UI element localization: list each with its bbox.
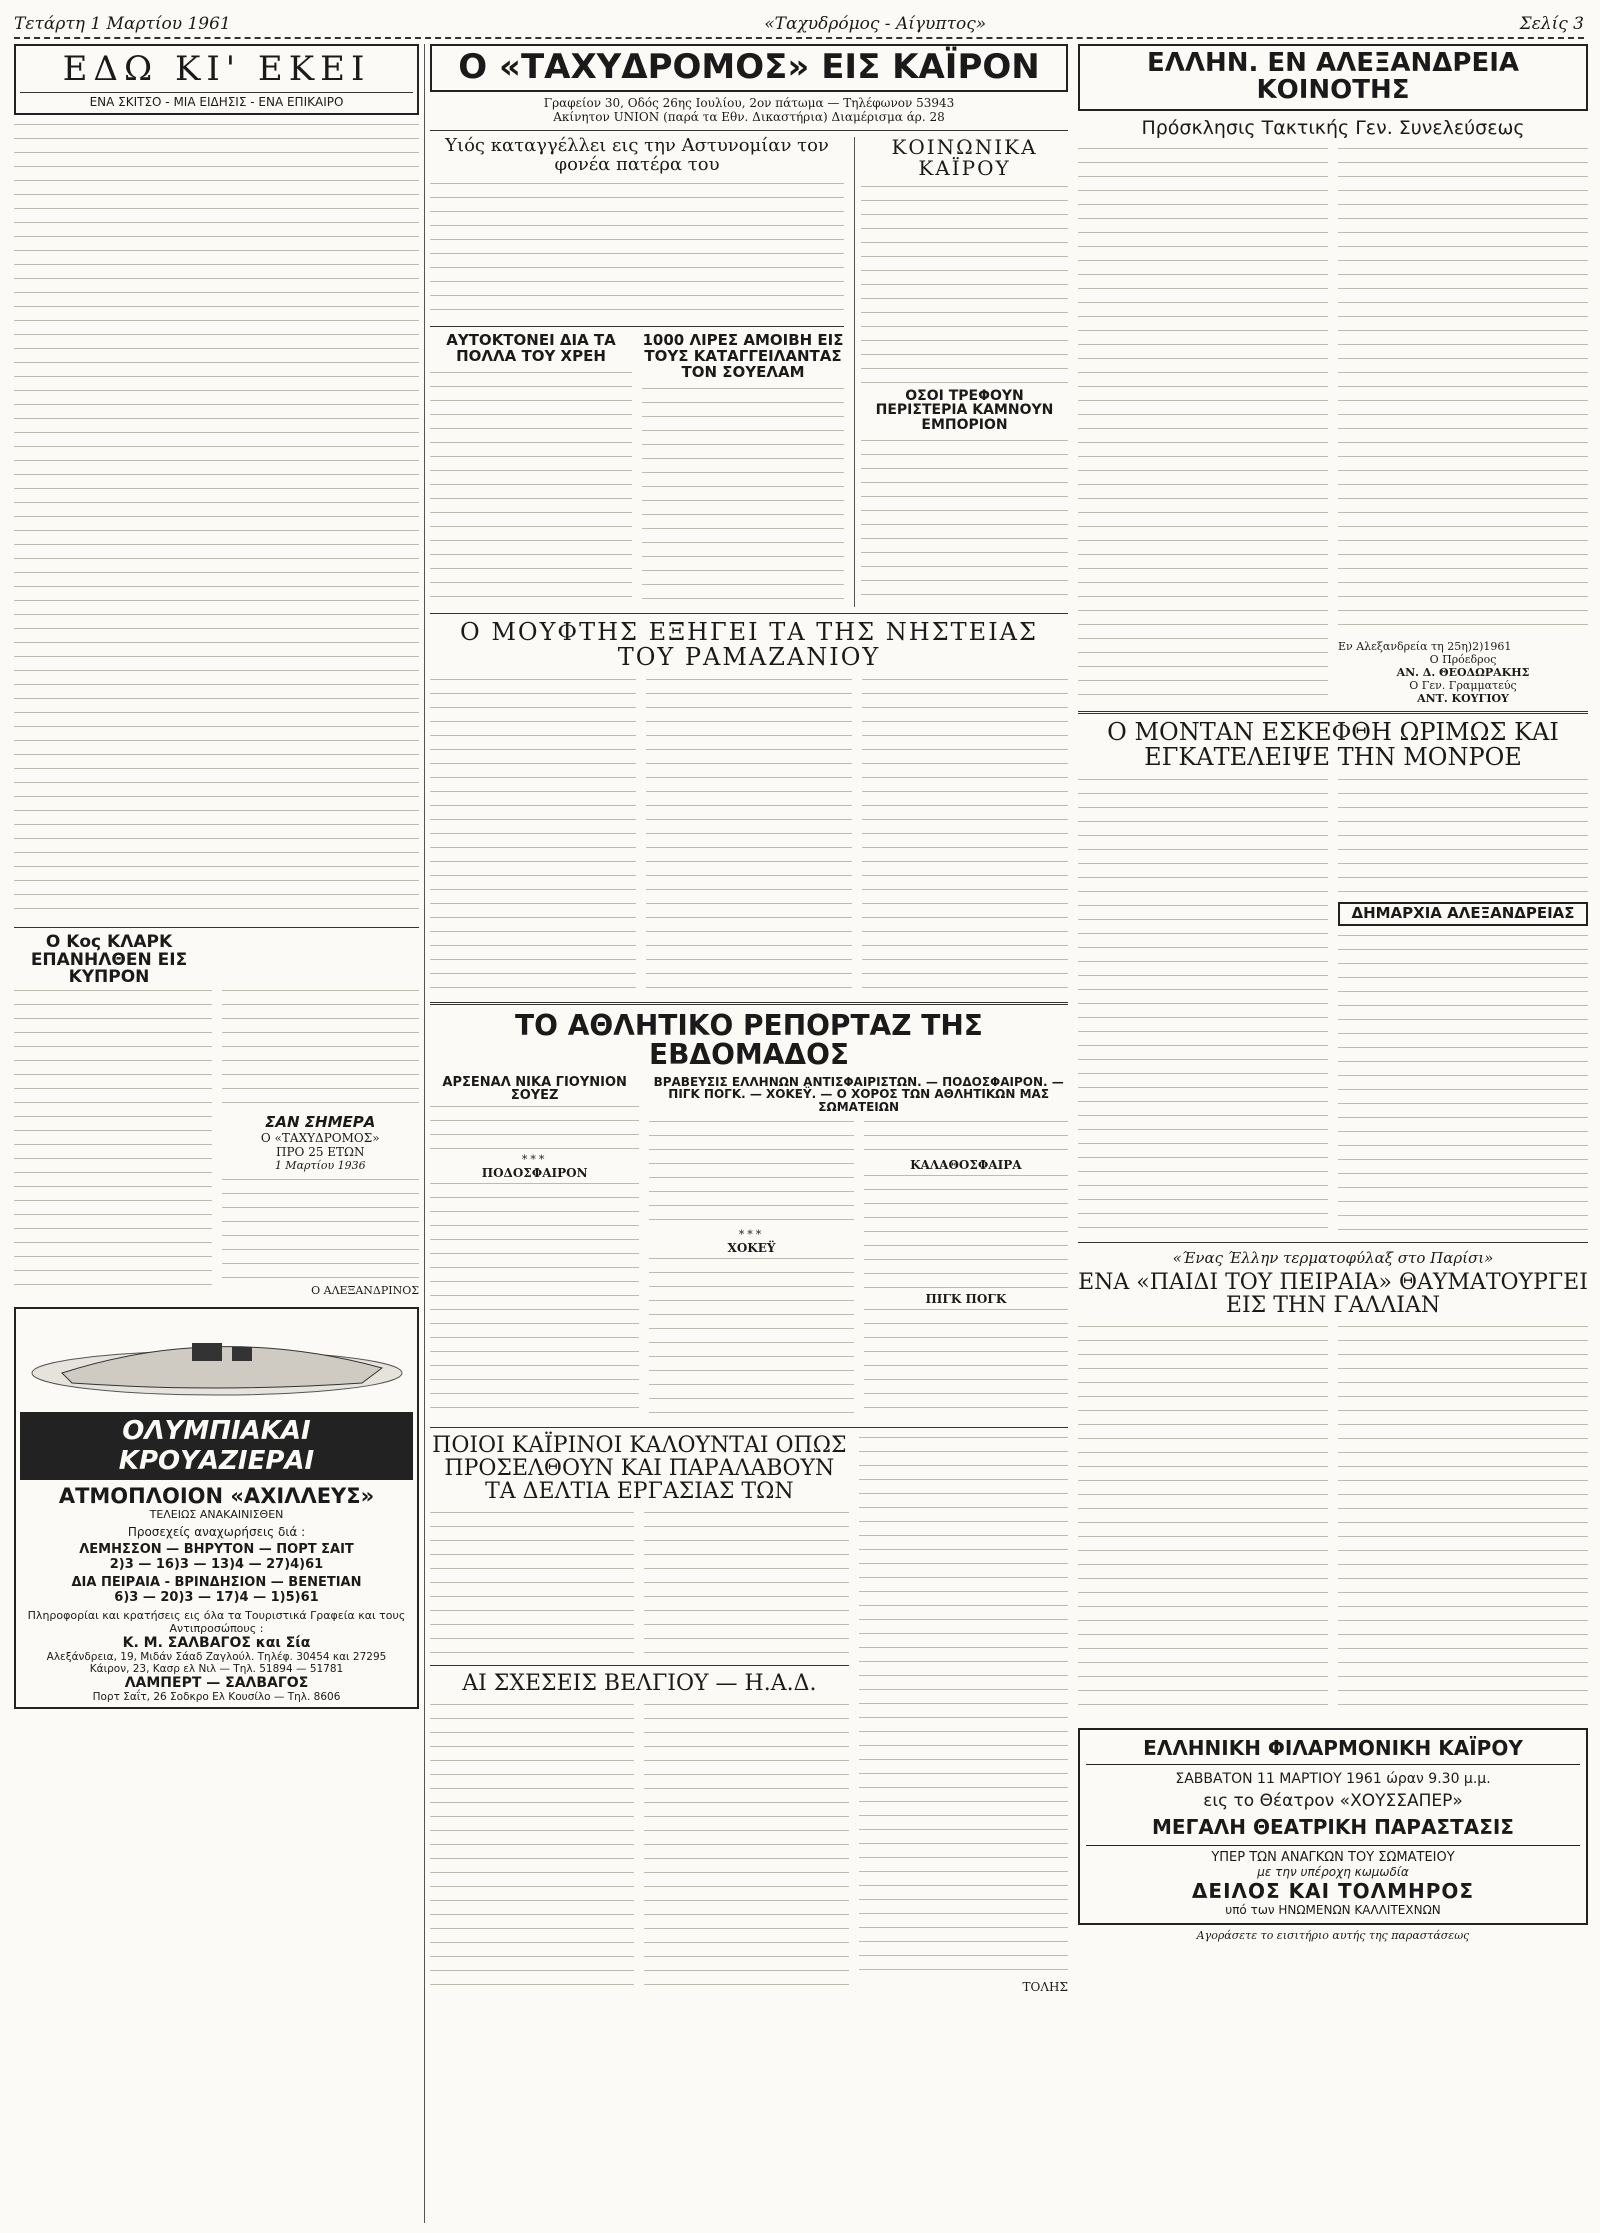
office-line-1: Γραφείον 30, Οδός 26ης Ιουλίου, 2ον πάτωμα — Τηλέφωνον 53943 [543,95,955,110]
paidi-kicker: «Ένας Έλλην τερματοφύλαξ στο Παρίσι» [1172,1248,1494,1267]
edo-kiekei-box [14,44,419,115]
ship-illustration-icon [22,1313,412,1408]
hockey-subhead: ΧΟΚΕΫ [727,1240,776,1255]
header-page-number: Σελίς 3 [1519,14,1584,34]
call-text-a [1078,145,1328,705]
philharmonic-ad [1078,1728,1588,1925]
phil-venue: εις το Θέατρον «ΧΟΥΣΣΑΠΕΡ» [1203,1791,1463,1812]
page-header [14,8,1584,39]
montan-text-b [1338,776,1588,896]
edo-kiekei-text [14,121,419,921]
ad-route-2: ΔΙΑ ΠΕΙΡΑΙΑ - ΒΡΙΝΔΗΣΙΟΝ — ΒΕΝΕΤΙΑΝ [71,1575,362,1591]
son-article-text [430,180,844,320]
column-separator [424,44,425,2223]
hockey-text [649,1255,853,1421]
phil-with: με την υπέροχη κωμωδία [1257,1865,1409,1880]
column-left [14,44,419,2223]
pigeons-headline: ΟΣΟΙ ΤΡΕΦΟΥΝ ΠΕΡΙΣΤΕΡΙΑ ΚΑΜΝΟΥΝ ΕΜΠΟΡΙΟΝ [875,387,1054,433]
achilleus-ad [14,1307,419,1709]
sign-place: Εν Αλεξανδρεία τη 25η)2)1961 [1338,639,1512,653]
ad-agent-1: Κ. Μ. ΣΑΛΒΑΓΟΣ και Σία [122,1635,311,1652]
sport-headline: ΤΟ ΑΘΛΗΤΙΚΟ ΡΕΠΟΡΤΑΖ ΤΗΣ ΕΒΔΟΜΑΔΟΣ [515,1009,983,1072]
sign-name-1: ΑΝ. Δ. ΘΕΟΔΩΡΑΚΗΣ [1396,665,1530,679]
ad-dates-2: 6)3 — 20)3 — 17)4 — 1)5)61 [114,1590,319,1606]
ad-title: ΟΛΥΜΠΙΑΚΑΙ ΚΡΟΥΑΖΙΕΡΑΙ [20,1412,413,1480]
koinonika-headline: ΚΟΙΝΩΝΙΚΑ ΚΑΪΡΟΥ [891,134,1038,180]
ad-info: Πληροφορίαι και κρατήσεις εις όλα τα Τουριστικά Γραφεία και τους Αντιπροσώπους : [27,1609,406,1636]
mufti-text-b [646,676,852,996]
ad-route-1: ΛΕΜΗΣΣΟΝ — ΒΗΡΥΤΟΝ — ΠΟΡΤ ΣΑΙΤ [79,1542,354,1558]
football-subhead: ΠΟΔΟΣΦΑΙΡΟΝ [481,1166,588,1181]
reward-article-text [642,385,844,607]
san-simera-years: ΠΡΟ 25 ΕΤΩΝ [276,1145,365,1160]
sign-role-1: Ο Πρόεδρος [1429,652,1497,666]
header-date: Τετάρτη 1 Μαρτίου 1961 [14,14,231,34]
ad-address-1: Αλεξάνδρεια, 19, Μιδάν Σάαδ Ζαγλούλ. Τηλέφ. 30454 και 27295 [46,1651,387,1664]
sport-right-subhead: ΒΡΑΒΕΥΣΙΣ ΕΛΛΗΝΩΝ ΑΝΤΙΣΦΑΙΡΙΣΤΩΝ. — ΠΟΔΟΣΦΑΙΡΟΝ. — ΠΙΓΚ ΠΟΓΚ. — ΧΟΚΕΫ. — Ο ΧΟΡΟΣ ΤΩΝ ΑΘΛΗΤΙΚΩΝ ΜΑΣ ΣΩΜΑΤΕΙΩΝ [653,1074,1064,1115]
call-text-b [1338,145,1588,636]
san-simera-text [222,1176,420,1284]
ad-renovated: ΤΕΛΕΙΩΣ ΑΝΑΚΑΙΝΙΣΘΕΝ [149,1508,284,1522]
ad-address-3: Πορτ Σαΐτ, 26 Σοδκρο Ελ Κουσίλο — Τηλ. 8606 [92,1691,341,1704]
masthead-title: Ο «ΤΑΧΥΔΡΟΜΟΣ» ΕΙΣ ΚΑΪΡΟΝ [458,47,1040,87]
klark-headline: Ο Κος ΚΛΑΡΚ ΕΠΑΝΗΛΘΕΝ ΕΙΣ ΚΥΠΡΟΝ [30,931,188,988]
sport-continued-text [859,1434,1068,1980]
mufti-headline: Ο ΜΟΥΦΤΗΣ ΕΞΗΓΕΙ ΤΑ ΤΗΣ ΝΗΣΤΕΙΑΣ ΤΟΥ ΡΑΜΑΖΑΝΙΟΥ [460,617,1038,671]
community-box [1078,44,1588,111]
sport-awards-text [649,1118,853,1228]
header-publication: «Ταχυδρόμος - Αίγυπτος» [764,14,987,34]
sport-left-intro [430,1103,639,1153]
koinonika-text [861,183,1068,383]
basket-subhead: ΚΑΛΑΘΟΣΦΑΙΡΑ [910,1157,1022,1172]
belgium-text-b [644,1701,848,1994]
phil-title: ΕΛΛΗΝΙΚΗ ΦΙΛΑΡΜΟΝΙΚΗ ΚΑΪΡΟΥ [1086,1736,1580,1765]
son-headline: Υιός καταγγέλλει εις την Αστυνομίαν τον φονέα πατέρα του [445,134,829,175]
cairenes-headline: ΠΟΙΟΙ ΚΑΪΡΙΝΟΙ ΚΑΛΟΥΝΤΑΙ ΟΠΩΣ ΠΡΟΣΕΛΘΟΥΝ ΚΑΙ ΠΑΡΑΛΑΒΟΥΝ ΤΑ ΔΕΛΤΙΑ ΕΡΓΑΣΙΑΣ ΤΩΝ [432,1432,847,1505]
belgium-text-a [430,1701,634,1994]
phil-by: υπό των ΗΝΩΜΕΝΩΝ ΚΑΛΛΙΤΕΧΝΩΝ [1225,1903,1441,1918]
football-text [430,1180,639,1421]
column-right-text [222,987,420,1107]
masthead-box [430,44,1068,92]
column-center: Ο «ΤΑΧΥΔΡΟΜΟΣ» ΕΙΣ ΚΑΪΡΟΝ Γραφείον 30, Οδός 26ης Ιουλίου, 2ον πάτωμα — Τηλέφωνον 53943 Ακίνητον UNION (παρά τα Εθν. Δικαστήρια) Διαμέρισμα άρ. 28 Υιός καταγγέλλει εις την Αστυνομίαν τον φονέα πατέρα του ΑΥΤΟΚΤΟΝΕΙ ΔΙΑ ΤΑ ΠΟΛΛΑ ΤΟΥ ΧΡΕΗ 1000 ΛΙΡΕΣ ΑΜΟΙΒΗ ΕΙΣ ΤΟΥΣ ΚΑΤΑΓΓΕΙΛΑΝΤΑΣ ΤΟΝ ΣΟΥΕΛΑΜ ΚΟΙΝΩΝΙΚΑ ΚΑΪΡΟΥ ΟΣΟΙ ΤΡΕΦΟΥΝ ΠΕΡΙΣΤΕΡΙΑ ΚΑΜΝΟΥΝ ΕΜΠΟΡΙΟΝ Ο ΜΟΥΦΤΗΣ ΕΞΗΓΕΙ ΤΑ ΤΗΣ ΝΗΣΤΕΙΑΣ ΤΟΥ ΡΑΜΑΖΑΝΙΟΥ ΤΟ ΑΘΛΗΤΙΚΟ ΡΕΠΟΡΤΑΖ ΤΗΣ ΕΒΔΟΜΑΔΟΣ ΑΡΣΕΝΑΛ ΝΙΚΑ ΓΙΟΥΝΙΟΝ ΣΟΥΕΖ *** ΠΟΔΟΣΦΑΙΡΟΝ ΒΡΑΒΕΥΣΙΣ ΕΛΛΗΝΩΝ ΑΝΤΙΣΦΑΙΡΙΣΤΩΝ. — ΠΟΔΟΣΦΑΙΡΟΝ. — ΠΙΓΚ ΠΟΓΚ. — ΧΟΚΕΫ. — Ο ΧΟΡΟΣ ΤΩΝ ΑΘΛΗΤΙΚΩΝ ΜΑΣ ΣΩΜΑΤΕΙΩΝ *** ΧΟΚΕΫ ΚΑΛΑΘΟΣΦΑΙΡΑ ΠΙΓΚ ΠΟΓΚ ΠΟΙΟΙ ΚΑΪΡΙΝΟΙ ΚΑΛΟΥΝΤΑΙ ΟΠΩΣ ΠΡΟΣΕΛΘΟΥΝ ΚΑΙ ΠΑΡΑΛΑΒΟΥΝ ΤΑ ΔΕΛΤΙΑ ΕΡΓΑΣΙΑΣ ΤΩΝ ΑΙ ΣΧΕΣΕΙΣ ΒΕΛΓΙΟΥ — Η.Α.Δ. ΤΟΛΗΣ [430,44,1068,2223]
basket-text [864,1172,1068,1292]
paidi-headline: ΕΝΑ «ΠΑΙΔΙ ΤΟΥ ΠΕΙΡΑΙΑ» ΘΑΥΜΑΤΟΥΡΓΕΙ ΕΙΣ ΤΗΝ ΓΑΛΛΙΑΝ [1078,1269,1588,1319]
signature-tolis: ΤΟΛΗΣ [1022,1979,1068,1994]
montan-headline: Ο ΜΟΝΤΑΝ ΕΣΚΕΦΘΗ ΩΡΙΜΩΣ ΚΑΙ ΕΓΚΑΤΕΛΕΙΨΕ ΤΗΝ ΜΟΝΡΟΕ [1107,717,1559,771]
reward-headline: 1000 ΛΙΡΕΣ ΑΜΟΙΒΗ ΕΙΣ ΤΟΥΣ ΚΑΤΑΓΓΕΙΛΑΝΤΑΣ ΤΟΝ ΣΟΥΕΛΑΜ [642,331,844,381]
ad-address-2: Κάιρον, 23, Κασρ ελ Νιλ — Τηλ. 51894 — 51781 [89,1663,344,1676]
sign-role-2: Ο Γεν. Γραμματεύς [1409,678,1517,692]
klark-article-text [14,987,212,1297]
sport-schedule-text [864,1118,1068,1158]
mufti-text-c [862,676,1068,996]
phil-event: ΜΕΓΑΛΗ ΘΕΑΤΡΙΚΗ ΠΑΡΑΣΤΑΣΙΣ [1152,1815,1514,1840]
san-simera-publication: Ο «ΤΑΧΥΔΡΟΜΟΣ» [260,1131,380,1146]
cairenes-text-b [644,1509,848,1659]
ad-dates-1: 2)3 — 16)3 — 13)4 — 27)4)61 [109,1557,324,1573]
phil-tickets: Αγοράσετε το εισιτήριο αυτής της παραστάσεως [1196,1929,1470,1943]
dimarchia-text [1338,932,1588,1236]
belgium-headline: ΑΙ ΣΧΕΣΕΙΣ ΒΕΛΓΙΟΥ — Η.Α.Δ. [462,1671,817,1697]
phil-support: ΥΠΕΡ ΤΩΝ ΑΝΑΓΚΩΝ ΤΟΥ ΣΩΜΑΤΕΙΟΥ [1086,1845,1580,1865]
paidi-text-a [1078,1323,1328,1718]
call-headline: Πρόσκλησις Τακτικής Γεν. Συνελεύσεως [1141,116,1525,139]
ad-departures: Προσεχείς αναχωρήσεις διά : [127,1525,306,1540]
phil-date: ΣΑΒΒΑΤΟΝ 11 ΜΑΡΤΙΟΥ 1961 ώραν 9.30 μ.μ. [1175,1771,1491,1788]
phil-play: ΔΕΙΛΟΣ ΚΑΙ ΤΟΛΜΗΡΟΣ [1191,1879,1475,1904]
san-simera-date: 1 Μαρτίου 1936 [274,1159,366,1173]
ad-ship-name: ΑΤΜΟΠΛΟΙΟΝ «ΑΧΙΛΛΕΥΣ» [58,1484,375,1509]
dimarchia-headline: ΔΗΜΑΡΧΙΑ ΑΛΕΞΑΝΔΡΕΙΑΣ [1351,903,1575,922]
ad-agent-2: ΛΑΜΠΕΡΤ — ΣΑΛΒΑΓΟΣ [124,1675,309,1692]
edo-kiekei-title: ΕΔΩ ΚΙ' ΕΚΕΙ [62,49,371,89]
signature-alexandrinos: Ο ΑΛΕΞΑΝΔΡΙΝΟΣ [311,1284,419,1298]
column-right [1078,44,1588,2223]
pingpong-subhead: ΠΙΓΚ ΠΟΓΚ [925,1291,1007,1306]
edo-kiekei-subtitle: ΕΝΑ ΣΚΙΤΣΟ - ΜΙΑ ΕΙΔΗΣΙΣ - ΕΝΑ ΕΠΙΚΑΙΡΟ [20,92,413,109]
office-line-2: Ακίνητον UNION (παρά τα Εθν. Δικαστήρια) Διαμέρισμα άρ. 28 [553,109,945,124]
mufti-text-a [430,676,636,996]
suicide-article-text [430,369,632,607]
paidi-text-b [1338,1323,1588,1718]
community-headline: ΕΛΛΗΝ. ΕΝ ΑΛΕΞΑΝΔΡΕΙΑ ΚΟΙΝΟΤΗΣ [1146,48,1520,106]
pigeons-article-text [861,437,1068,607]
san-simera-heading: ΣΑΝ ΣΗΜΕΡΑ [265,1113,376,1132]
pingpong-text [864,1306,1068,1421]
sign-name-2: ΑΝΤ. ΚΟΥΓΙΟΥ [1417,691,1509,705]
cairenes-text-a [430,1509,634,1659]
suicide-headline: ΑΥΤΟΚΤΟΝΕΙ ΔΙΑ ΤΑ ΠΟΛΛΑ ΤΟΥ ΧΡΕΗ [446,331,616,366]
sport-left-subhead: ΑΡΣΕΝΑΛ ΝΙΚΑ ΓΙΟΥΝΙΟΝ ΣΟΥΕΖ [442,1074,627,1104]
montan-text-a [1078,776,1328,1236]
